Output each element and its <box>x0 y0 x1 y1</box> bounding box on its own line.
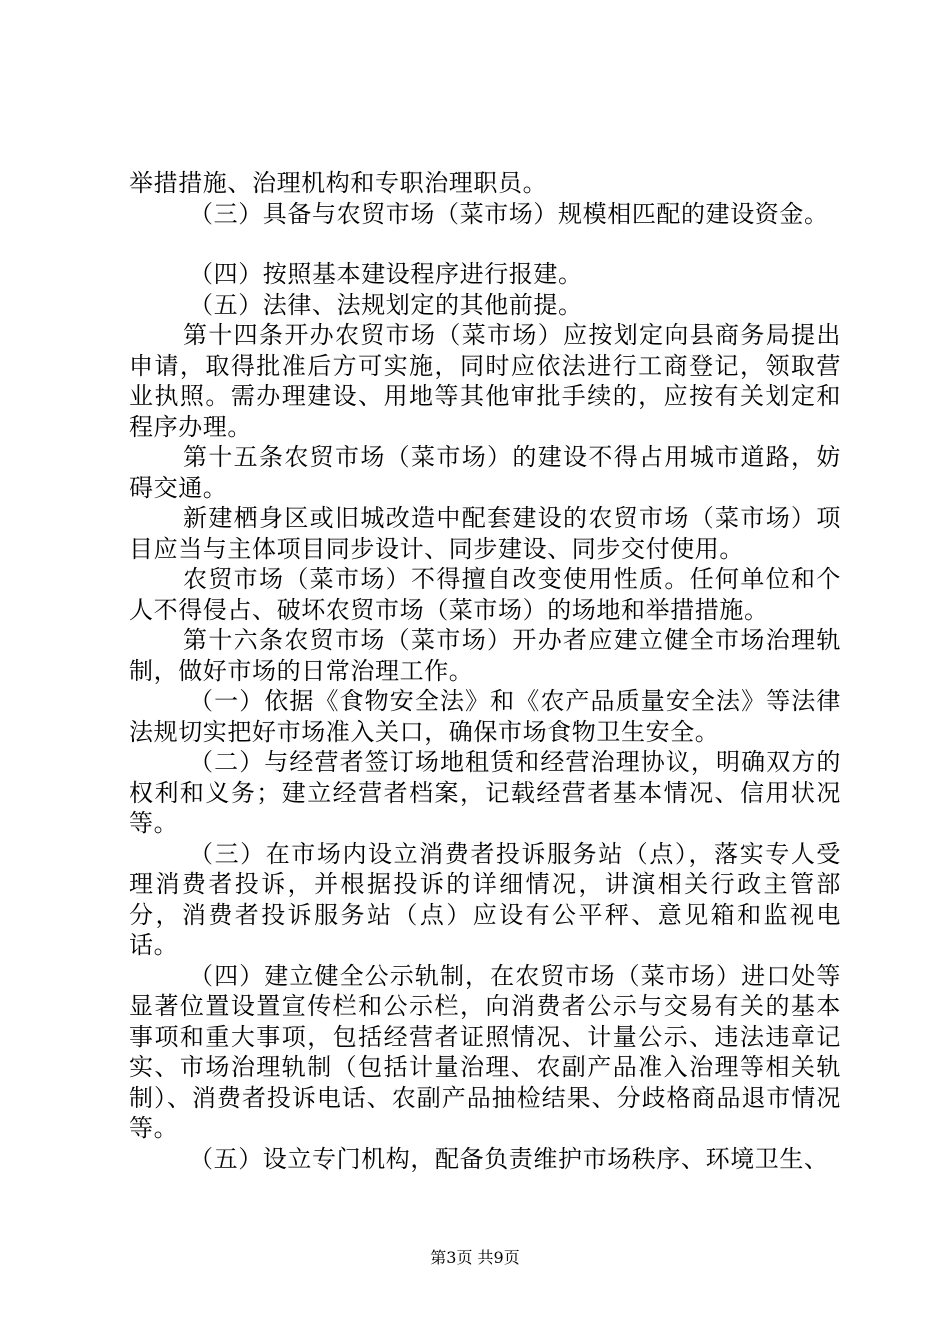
paragraph: （二）与经营者签订场地租赁和经营治理协议，明确双方的权利和义务；建立经营者档案，记载经营者基本情况、信用状况等。 <box>129 748 841 837</box>
page-number: 第3页 共9页 <box>430 1248 520 1267</box>
paragraph: （四）建立健全公示轨制，在农贸市场（菜市场）进口处等显著位置设置宣传栏和公示栏，向消费者公示与交易有关的基本事项和重大事项，包括经营者证照情况、计量公示、违法违章记实、市场治理轨制（包括计量治理、农副产品准入治理等相关轨制）、消费者投诉电话、农副产品抽检结果、分歧格商品退市情况等。 <box>129 961 841 1142</box>
paragraph: 新建栖身区或旧城改造中配套建设的农贸市场（菜市场）项目应当与主体项目同步设计、同步建设、同步交付使用。 <box>129 504 841 563</box>
paragraph: （五）设立专门机构，配备负责维护市场秩序、环境卫生、 <box>189 1144 829 1173</box>
paragraph: 第十六条农贸市场（菜市场）开办者应建立健全市场治理轨制，做好市场的日常治理工作。 <box>129 626 841 685</box>
paragraph: 举措措施、治理机构和专职治理职员。 <box>129 169 548 197</box>
paragraph: （四）按照基本建设程序进行报建。 <box>189 260 583 288</box>
document-body <box>129 168 841 1174</box>
paragraph: （三）具备与农贸市场（菜市场）规模相匹配的建设资金。 <box>189 199 829 228</box>
paragraph: （三）在市场内设立消费者投诉服务站（点），落实专人受理消费者投诉，并根据投诉的详细情况，讲演相关行政主管部分，消费者投诉服务站（点）应设有公平秤、意见箱和监视电话。 <box>129 839 841 959</box>
paragraph: 第十四条开办农贸市场（菜市场）应按划定向县商务局提出申请，取得批准后方可实施，同时应依法进行工商登记，领取营业执照。需办理建设、用地等其他审批手续的，应按有关划定和程序办理。 <box>129 321 841 441</box>
paragraph: 第十五条农贸市场（菜市场）的建设不得占用城市道路，妨碍交通。 <box>129 443 841 502</box>
paragraph: （五）法律、法规划定的其他前提。 <box>189 290 583 319</box>
paragraph: （一）依据《食物安全法》和《农产品质量安全法》等法律法规切实把好市场准入关口，确保市场食物卫生安全。 <box>129 687 841 746</box>
paragraph: 农贸市场（菜市场）不得擅自改变使用性质。任何单位和个人不得侵占、破坏农贸市场（菜市场）的场地和举措措施。 <box>129 565 841 624</box>
